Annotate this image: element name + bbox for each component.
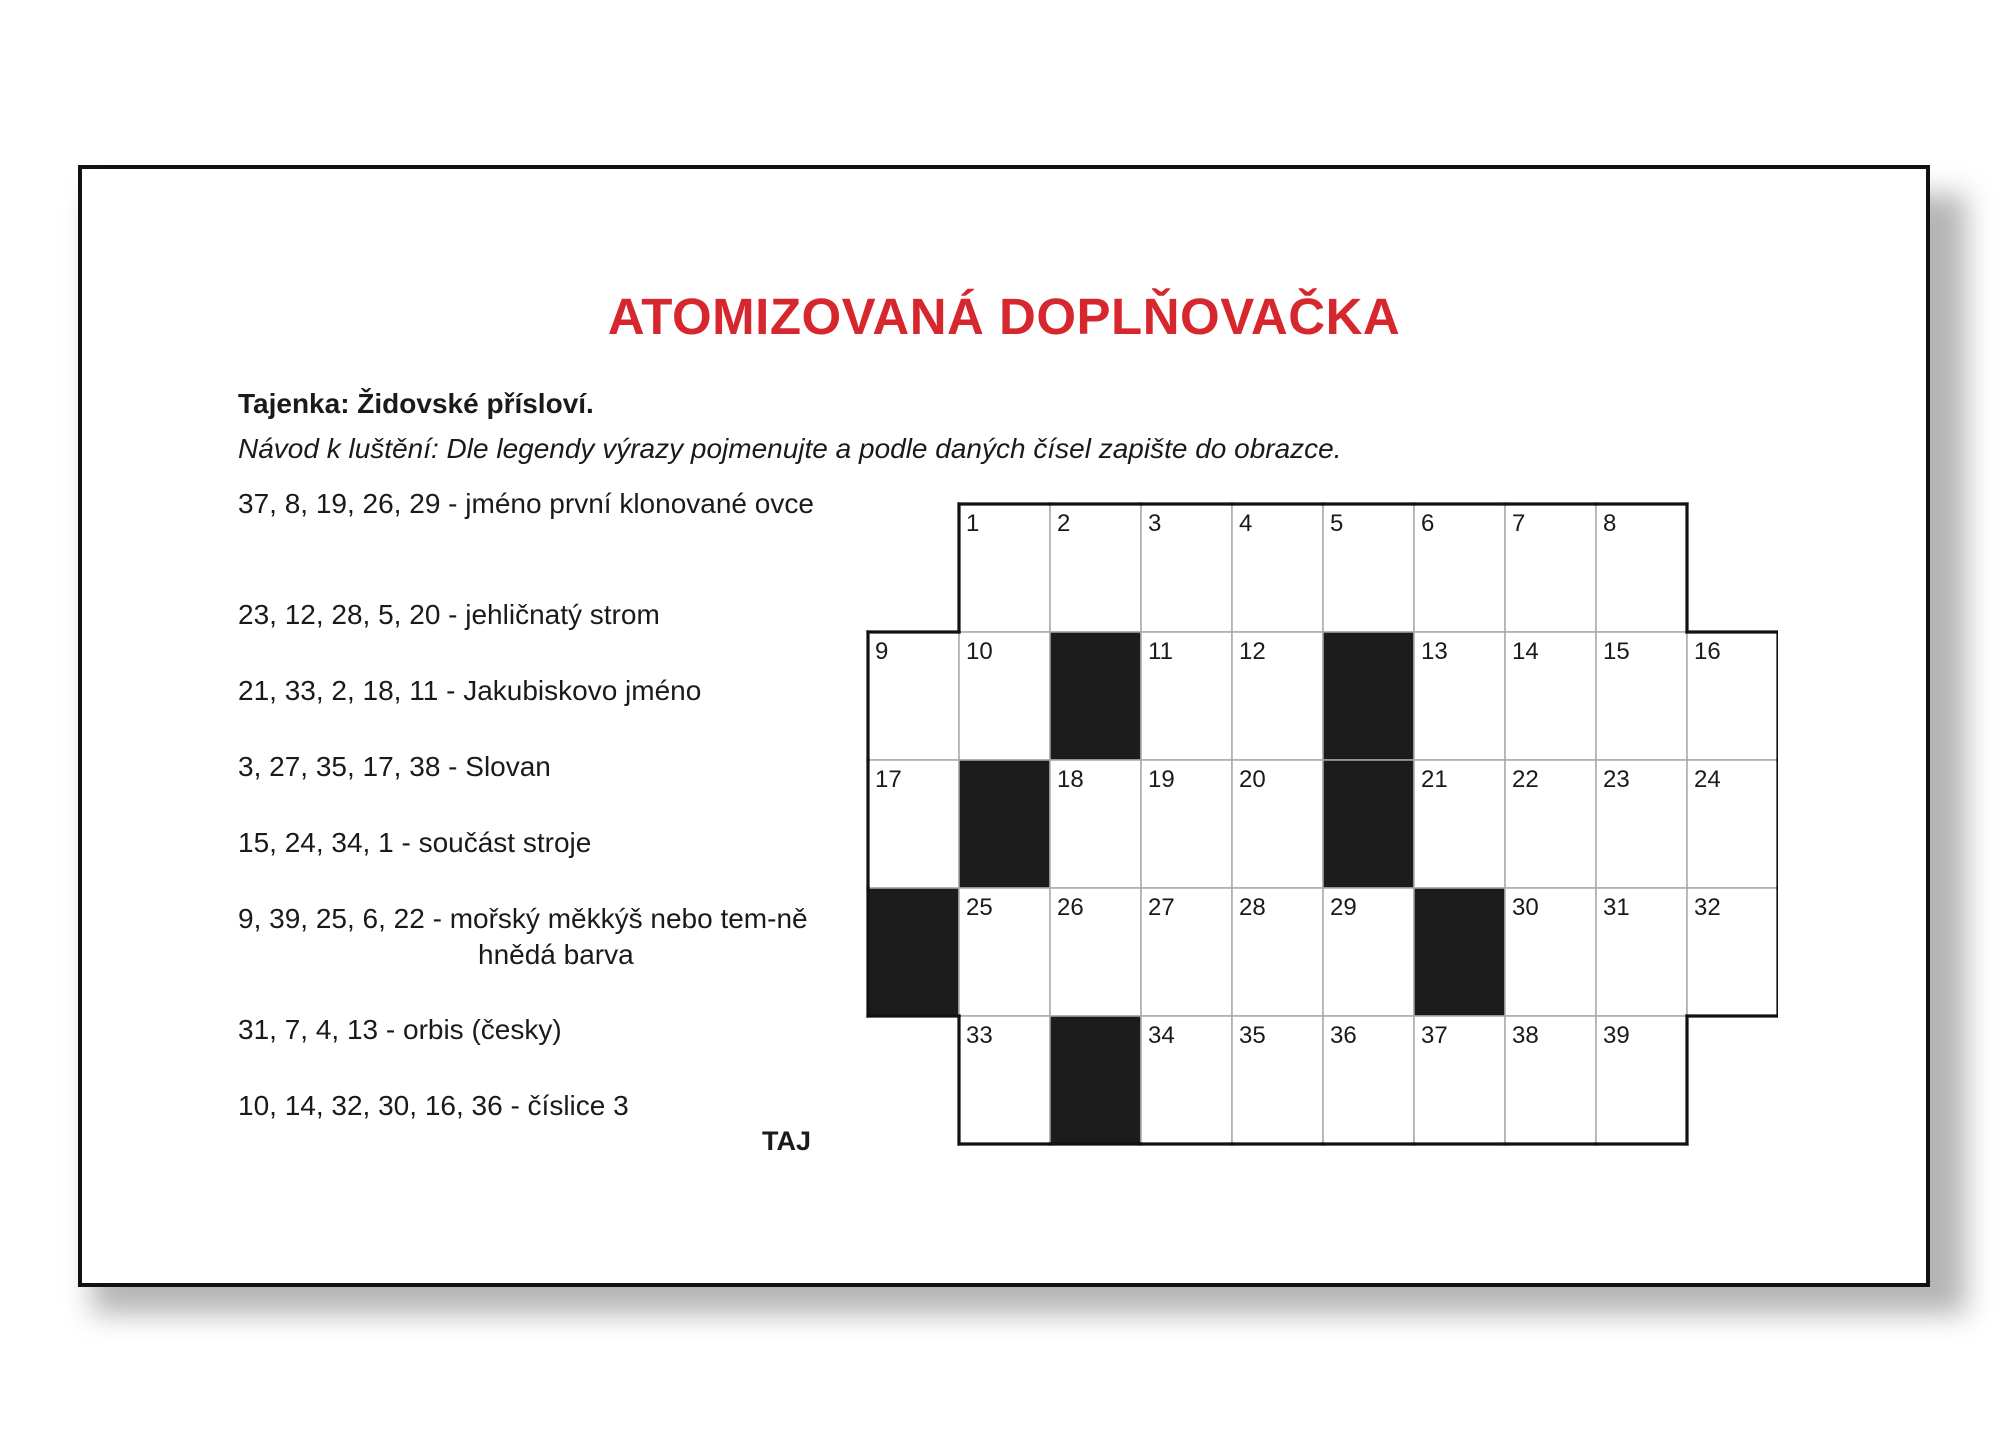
cell-number: 32 xyxy=(1694,894,1721,921)
clue-item: 23, 12, 28, 5, 20 - jehličnatý strom xyxy=(238,599,660,630)
grid-cell[interactable] xyxy=(1141,1016,1232,1144)
grid-cell[interactable] xyxy=(1505,1016,1596,1144)
grid-cell[interactable] xyxy=(1232,632,1323,760)
cell-number: 13 xyxy=(1421,638,1448,665)
cell-number: 20 xyxy=(1239,766,1266,793)
author-signature: TAJ xyxy=(762,1126,812,1156)
cell-number: 26 xyxy=(1057,894,1084,921)
grid-cell[interactable] xyxy=(1505,632,1596,760)
cell-number: 23 xyxy=(1603,766,1630,793)
black-cell xyxy=(868,888,959,1016)
puzzle-card xyxy=(78,165,1930,1287)
cell-number: 18 xyxy=(1057,766,1084,793)
grid-cell[interactable] xyxy=(1414,760,1505,888)
cell-number: 8 xyxy=(1603,510,1617,537)
grid-cell[interactable] xyxy=(1414,504,1505,632)
grid-cell[interactable] xyxy=(1232,760,1323,888)
cell-number: 15 xyxy=(1603,638,1630,665)
grid-cell[interactable] xyxy=(1505,504,1596,632)
cell-number: 4 xyxy=(1239,510,1253,537)
grid-cell[interactable] xyxy=(1323,888,1414,1016)
cell-number: 36 xyxy=(1330,1022,1357,1049)
cell-number: 33 xyxy=(966,1022,993,1049)
cell-number: 3 xyxy=(1148,510,1162,537)
cell-number: 19 xyxy=(1148,766,1175,793)
cell-number: 9 xyxy=(875,638,889,665)
cell-number: 29 xyxy=(1330,894,1357,921)
grid-cell[interactable] xyxy=(1323,504,1414,632)
cell-number: 7 xyxy=(1512,510,1526,537)
cell-number: 1 xyxy=(966,510,980,537)
cell-number: 37 xyxy=(1421,1022,1448,1049)
grid-cell[interactable] xyxy=(1596,504,1687,632)
grid-cell[interactable] xyxy=(1050,888,1141,1016)
grid-cell[interactable] xyxy=(1687,888,1778,1016)
grid-cell[interactable] xyxy=(959,1016,1050,1144)
cell-number: 5 xyxy=(1330,510,1344,537)
grid-cell[interactable] xyxy=(1232,1016,1323,1144)
grid-cell[interactable] xyxy=(1687,760,1778,888)
cell-number: 28 xyxy=(1239,894,1266,921)
grid-cell[interactable] xyxy=(1141,760,1232,888)
grid-cell[interactable] xyxy=(1232,504,1323,632)
grid-cell[interactable] xyxy=(1687,632,1778,760)
grid-cell[interactable] xyxy=(959,632,1050,760)
clue-item: 15, 24, 34, 1 - součást stroje xyxy=(238,827,592,858)
crossword-grid-svg xyxy=(866,502,1778,1146)
black-cell xyxy=(1050,632,1141,760)
clue-item: 3, 27, 35, 17, 38 - Slovan xyxy=(238,751,551,782)
grid-cell[interactable] xyxy=(868,760,959,888)
grid-cell[interactable] xyxy=(1596,632,1687,760)
clue-item: 9, 39, 25, 6, 22 - mořský měkkýš nebo tem-ně hnědá barva xyxy=(238,903,808,970)
grid-cell[interactable] xyxy=(868,632,959,760)
cell-number: 6 xyxy=(1421,510,1435,537)
clue-item: 10, 14, 32, 30, 16, 36 - číslice 3 xyxy=(238,1090,629,1121)
clue-item: 37, 8, 19, 26, 29 - jméno první klonované ovce xyxy=(238,488,814,519)
cell-number: 17 xyxy=(875,766,902,793)
black-cell xyxy=(1323,760,1414,888)
grid-cell[interactable] xyxy=(1141,888,1232,1016)
cell-number: 21 xyxy=(1421,766,1448,793)
black-cell xyxy=(959,760,1050,888)
black-cell xyxy=(1323,632,1414,760)
cell-number: 2 xyxy=(1057,510,1071,537)
cell-number: 11 xyxy=(1148,638,1173,665)
grid-cell[interactable] xyxy=(1050,504,1141,632)
grid-cell[interactable] xyxy=(959,888,1050,1016)
grid-cell[interactable] xyxy=(1505,888,1596,1016)
grid-cell[interactable] xyxy=(1232,888,1323,1016)
clue-item: 21, 33, 2, 18, 11 - Jakubiskovo jméno xyxy=(238,675,702,706)
black-cell xyxy=(1050,1016,1141,1144)
cell-number: 22 xyxy=(1512,766,1539,793)
cell-number: 24 xyxy=(1694,766,1721,793)
grid-cell[interactable] xyxy=(1141,632,1232,760)
cell-number: 27 xyxy=(1148,894,1175,921)
grid-cell[interactable] xyxy=(1505,760,1596,888)
grid-cell[interactable] xyxy=(1414,632,1505,760)
cell-number: 35 xyxy=(1239,1022,1266,1049)
grid-cell[interactable] xyxy=(1050,760,1141,888)
cell-number: 10 xyxy=(966,638,993,665)
cell-number: 38 xyxy=(1512,1022,1539,1049)
cell-number: 30 xyxy=(1512,894,1539,921)
clue-item: 31, 7, 4, 13 - orbis (česky) xyxy=(238,1014,562,1045)
puzzle-title: ATOMIZOVANÁ DOPLŇOVAČKA xyxy=(607,288,1401,345)
cell-number: 12 xyxy=(1239,638,1266,665)
crossword-grid xyxy=(866,502,1778,1146)
cell-number: 14 xyxy=(1512,638,1539,665)
instructions: Návod k luštění: Dle legendy výrazy pojmenujte a podle daných čísel zapište do obrazce. xyxy=(238,433,1342,464)
grid-cell[interactable] xyxy=(1141,504,1232,632)
grid-cell[interactable] xyxy=(1596,760,1687,888)
grid-cell[interactable] xyxy=(1414,1016,1505,1144)
cell-number: 25 xyxy=(966,894,993,921)
grid-cell[interactable] xyxy=(1323,1016,1414,1144)
cell-number: 34 xyxy=(1148,1022,1175,1049)
grid-cell[interactable] xyxy=(1596,888,1687,1016)
black-cell xyxy=(1414,888,1505,1016)
tajenka-line: Tajenka: Židovské přísloví. xyxy=(238,388,594,419)
grid-cell[interactable] xyxy=(959,504,1050,632)
cell-number: 16 xyxy=(1694,638,1721,665)
cell-number: 39 xyxy=(1603,1022,1630,1049)
cell-number: 31 xyxy=(1603,894,1630,921)
grid-cell[interactable] xyxy=(1596,1016,1687,1144)
